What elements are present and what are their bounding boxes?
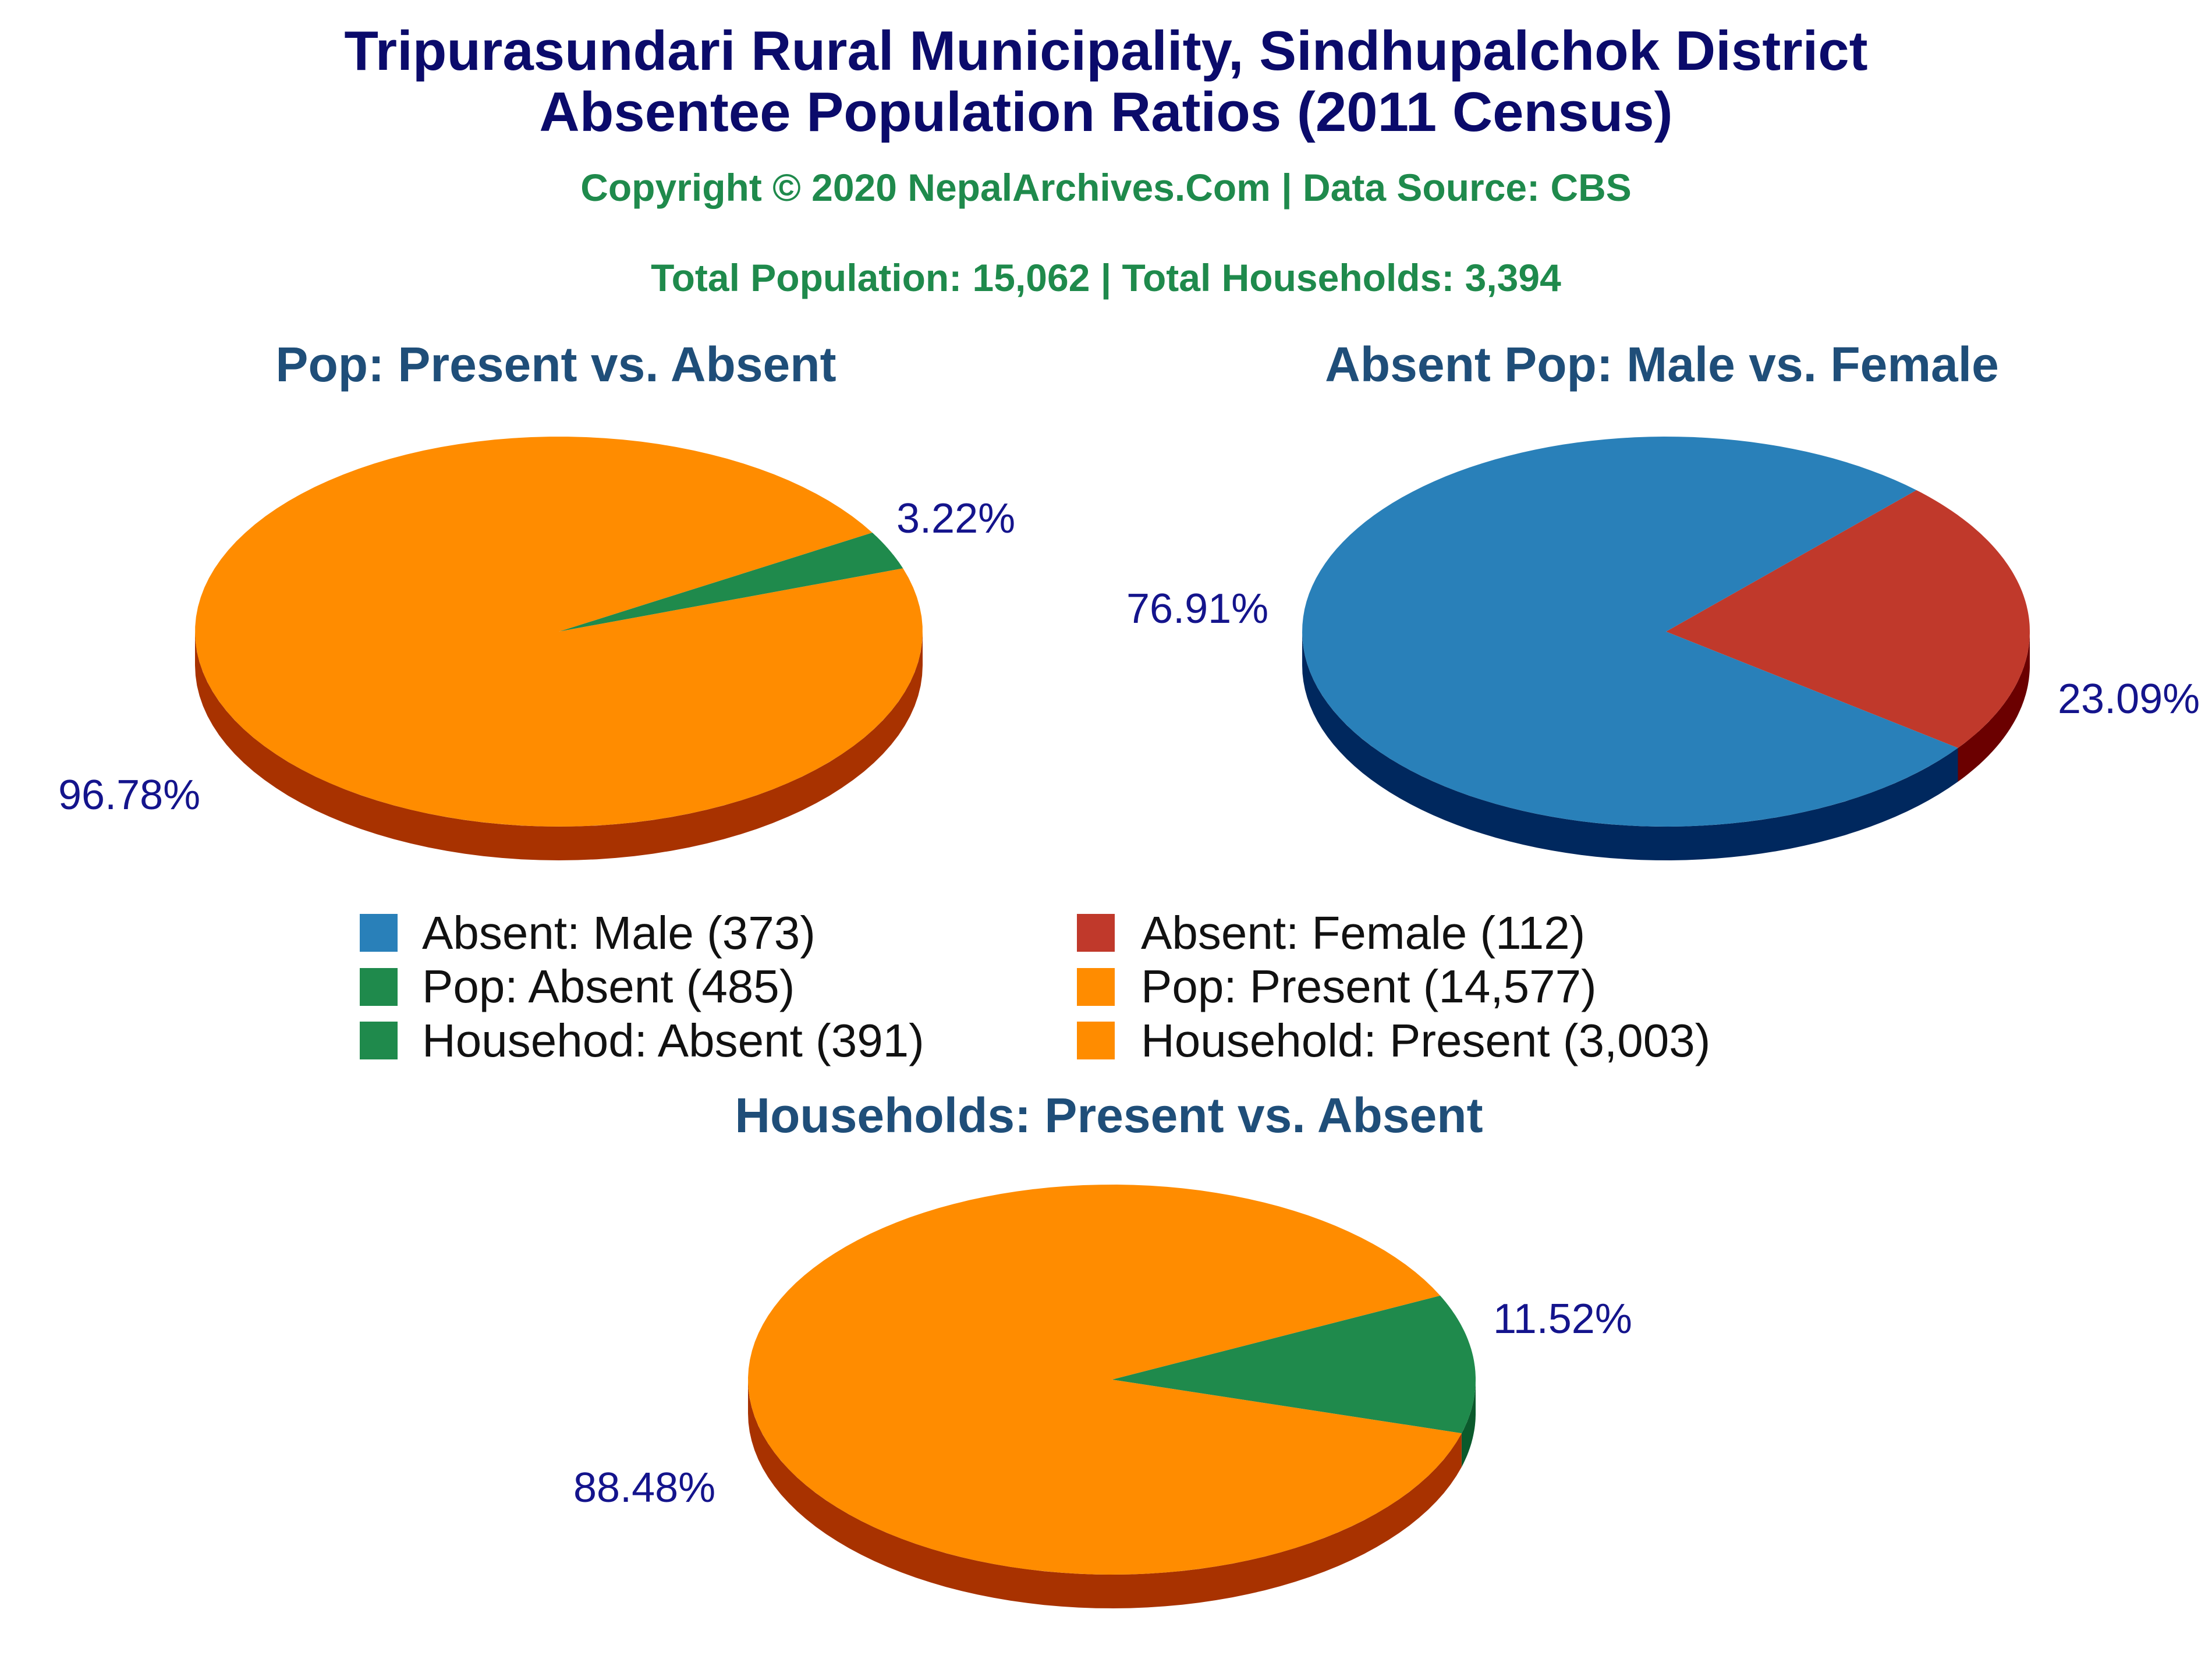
legend-label-household-absent: Househod: Absent (391) xyxy=(422,1015,924,1066)
legend-swatch-pop-absent xyxy=(360,968,398,1006)
pie2-label-male: 76.91% xyxy=(1126,586,1269,632)
legend-swatch-absent-male xyxy=(360,914,398,952)
pie3-label-present: 88.48% xyxy=(573,1465,716,1511)
legend-swatch-pop-present xyxy=(1077,968,1115,1006)
pie-chart-absent-gender xyxy=(1302,437,2030,860)
pie2-title: Absent Pop: Male vs. Female xyxy=(1325,337,1999,392)
legend-label-pop-absent: Pop: Absent (485) xyxy=(422,960,795,1012)
pie-chart-population xyxy=(195,437,923,860)
legend-label-absent-female: Absent: Female (112) xyxy=(1141,907,1586,959)
pie2-label-female: 23.09% xyxy=(2058,676,2200,722)
legend-label-pop-present: Pop: Present (14,577) xyxy=(1141,960,1597,1012)
copyright-text: Copyright © 2020 NepalArchives.Com | Data Source: CBS xyxy=(580,166,1632,209)
legend-swatch-absent-female xyxy=(1077,914,1115,952)
main-title-line2: Absentee Population Ratios (2011 Census) xyxy=(539,81,1673,143)
pie1-label-absent: 3.22% xyxy=(896,495,1016,542)
pie1-title: Pop: Present vs. Absent xyxy=(275,337,836,392)
pie1-slice-1 xyxy=(195,437,923,827)
totals-text: Total Population: 15,062 | Total Households: 3,394 xyxy=(651,256,1561,299)
legend-label-household-present: Household: Present (3,003) xyxy=(1141,1015,1711,1066)
legend-swatch-household-present xyxy=(1077,1022,1115,1059)
pie3-label-absent: 11.52% xyxy=(1493,1296,1632,1342)
legend-label-absent-male: Absent: Male (373) xyxy=(422,907,816,959)
legend-swatch-household-absent xyxy=(360,1022,398,1059)
pie-chart-households xyxy=(748,1185,1476,1608)
pie1-label-present: 96.78% xyxy=(58,772,201,818)
main-title-line1: Tripurasundari Rural Municipality, Sindhupalchok District xyxy=(344,20,1868,82)
pie3-title: Households: Present vs. Absent xyxy=(735,1088,1483,1143)
